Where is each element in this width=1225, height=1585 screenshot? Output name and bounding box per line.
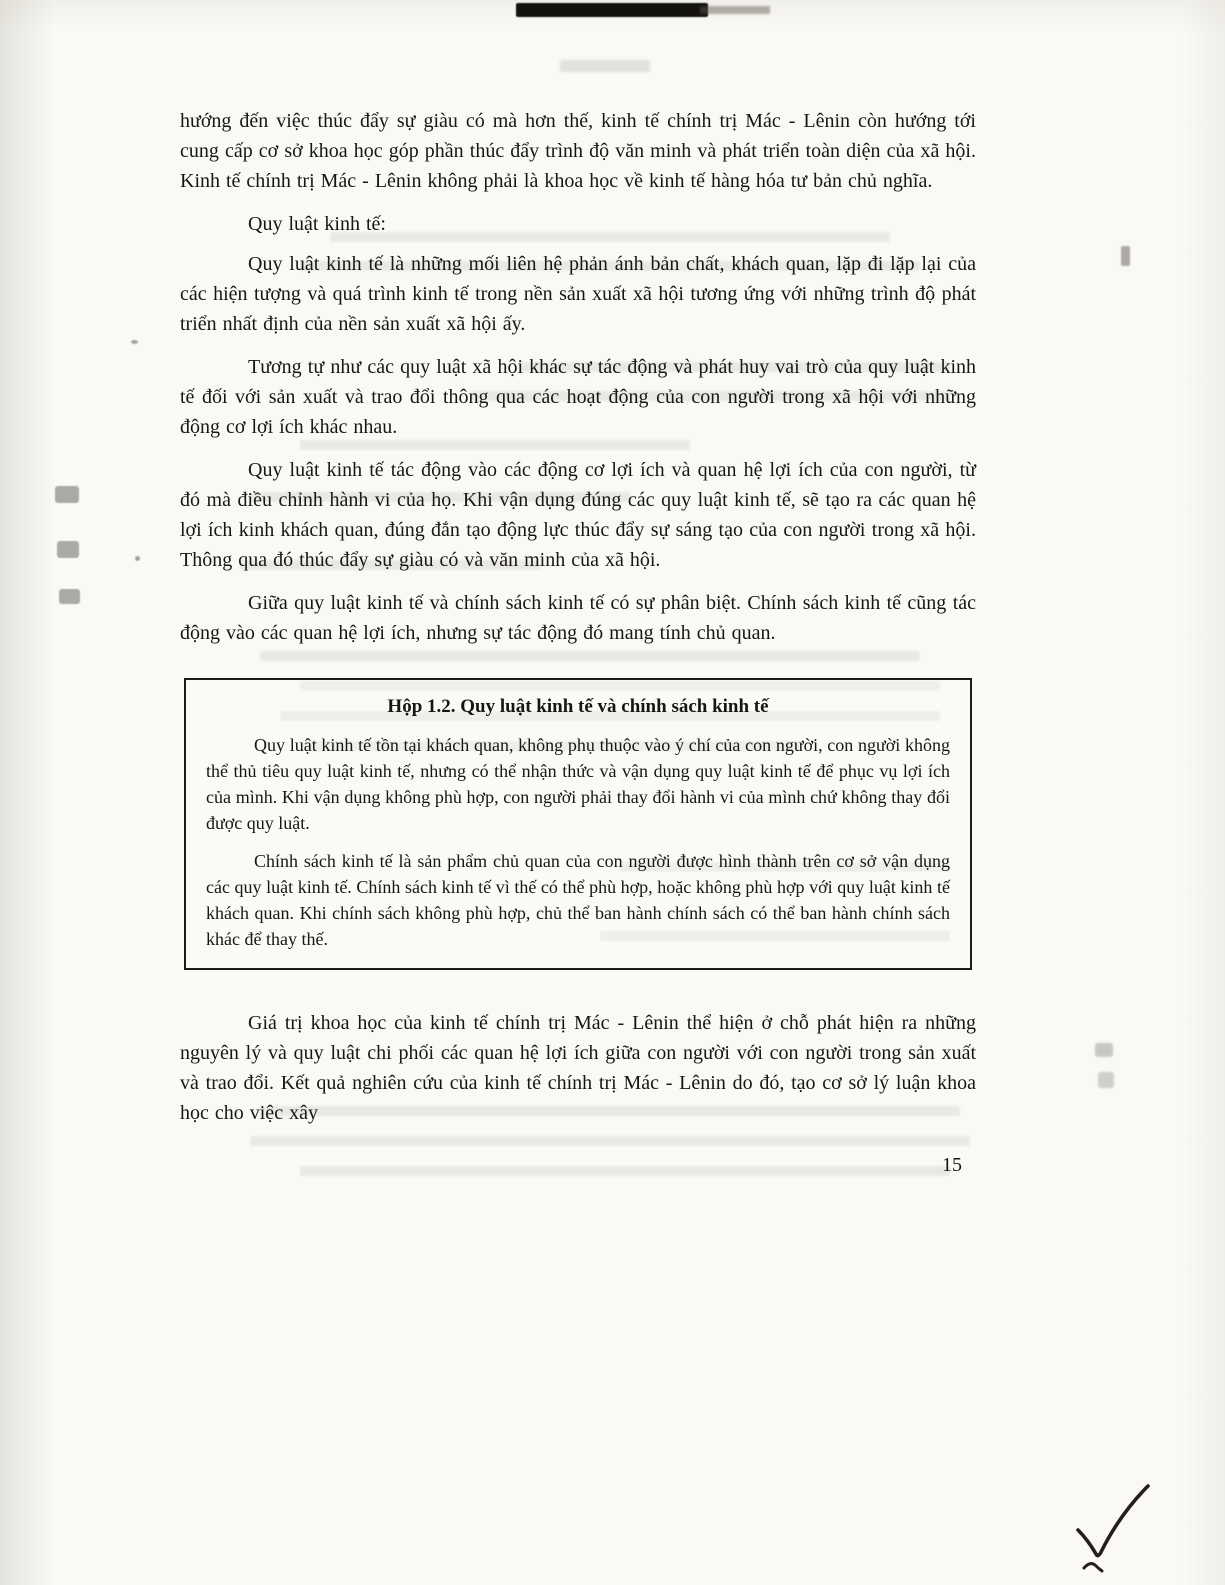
scan-artifact-top-smudge <box>560 60 650 72</box>
info-box-paragraph: Quy luật kinh tế tồn tại khách quan, không phụ thuộc vào ý chí của con người, con người không thể thủ tiêu quy luật kinh tế, nhưng có thể nhận thức và vận dụng quy luật kinh tế để phục vụ lợi ích của mình. Khi vận dụng không phù hợp, con người phải thay đổi hành vi của mình chứ không thay đổi được quy luật. <box>206 735 950 833</box>
text-column <box>180 106 976 1177</box>
page-number: 15 <box>942 1154 962 1176</box>
scan-artifact-right-smudge <box>1098 1072 1114 1088</box>
scan-artifact-dot <box>135 556 140 561</box>
scan-artifact-top-bar <box>516 3 708 17</box>
paragraph: Quy luật kinh tế là những mối liên hệ phản ánh bản chất, khách quan, lặp đi lặp lại của các hiện tượng và quá trình kinh tế trong nền sản xuất xã hội tương ứng với những trình độ phát triển nhất định của nền sản xuất xã hội ấy. <box>180 253 976 335</box>
paragraph: Quy luật kinh tế tác động vào các động cơ lợi ích và quan hệ lợi ích của con người, từ đó mà điều chỉnh hành vi của họ. Khi vận dụng đúng các quy luật kinh tế, sẽ tạo ra các quan hệ lợi ích kinh khách quan, đúng đắn tạo động lực thúc đẩy sự sáng tạo của con người trong xã hội. Thông qua đó thúc đẩy sự giàu có và văn minh của xã hội. <box>180 459 976 571</box>
scan-artifact-right-smudge <box>1095 1043 1113 1057</box>
scan-artifact-left-mark <box>55 486 79 503</box>
scan-artifact-right-mark <box>1121 246 1130 266</box>
scan-artifact-top-bar-ext <box>700 6 770 14</box>
scan-artifact-dot <box>131 340 138 344</box>
scan-artifact-left-mark <box>57 541 79 558</box>
info-box-1-2 <box>184 678 972 970</box>
scan-artifact-left-mark <box>59 589 80 604</box>
paragraph: Tương tự như các quy luật xã hội khác sự tác động và phát huy vai trò của quy luật kinh tế đối với sản xuất và trao đổi thông qua các hoạt động của con người trong xã hội với những động cơ lợi ích khác nhau. <box>180 356 976 438</box>
info-box-paragraph: Chính sách kinh tế là sản phẩm chủ quan của con người được hình thành trên cơ sở vận dụng các quy luật kinh tế. Chính sách kinh tế vì thế có thể phù hợp, hoặc không phù hợp với quy luật kinh tế khách quan. Khi chính sách không phù hợp, chủ thể ban hành chính sách có thể ban hành chính sách khác để thay thế. <box>206 851 950 949</box>
paragraph-continuation: hướng đến việc thúc đẩy sự giàu có mà hơn thế, kinh tế chính trị Mác - Lênin còn hướng tới cung cấp cơ sở khoa học góp phần thúc đẩy trình độ văn minh và phát triển toàn diện của xã hội. Kinh tế chính trị Mác - Lênin không phải là khoa học về kinh tế hàng hóa tư bản chủ nghĩa. <box>180 110 976 192</box>
paragraph: Giữa quy luật kinh tế và chính sách kinh tế có sự phân biệt. Chính sách kinh tế cũng tác động vào các quan hệ lợi ích, nhưng sự tác động đó mang tính chủ quan. <box>180 592 976 644</box>
info-box-title: Hộp 1.2. Quy luật kinh tế và chính sách kinh tế <box>387 696 769 717</box>
handwritten-checkmark-icon <box>1068 1478 1160 1578</box>
paragraph-closing: Giá trị khoa học của kinh tế chính trị Mác - Lênin thể hiện ở chỗ phát hiện ra những nguyên lý và quy luật chi phối các quan hệ lợi ích giữa con người với con người trong sản xuất và trao đổi. Kết quả nghiên cứu của kinh tế chính trị Mác - Lênin do đó, tạo cơ sở lý luận khoa học cho việc xây <box>180 1012 976 1124</box>
term-heading: Quy luật kinh tế: <box>248 213 386 235</box>
